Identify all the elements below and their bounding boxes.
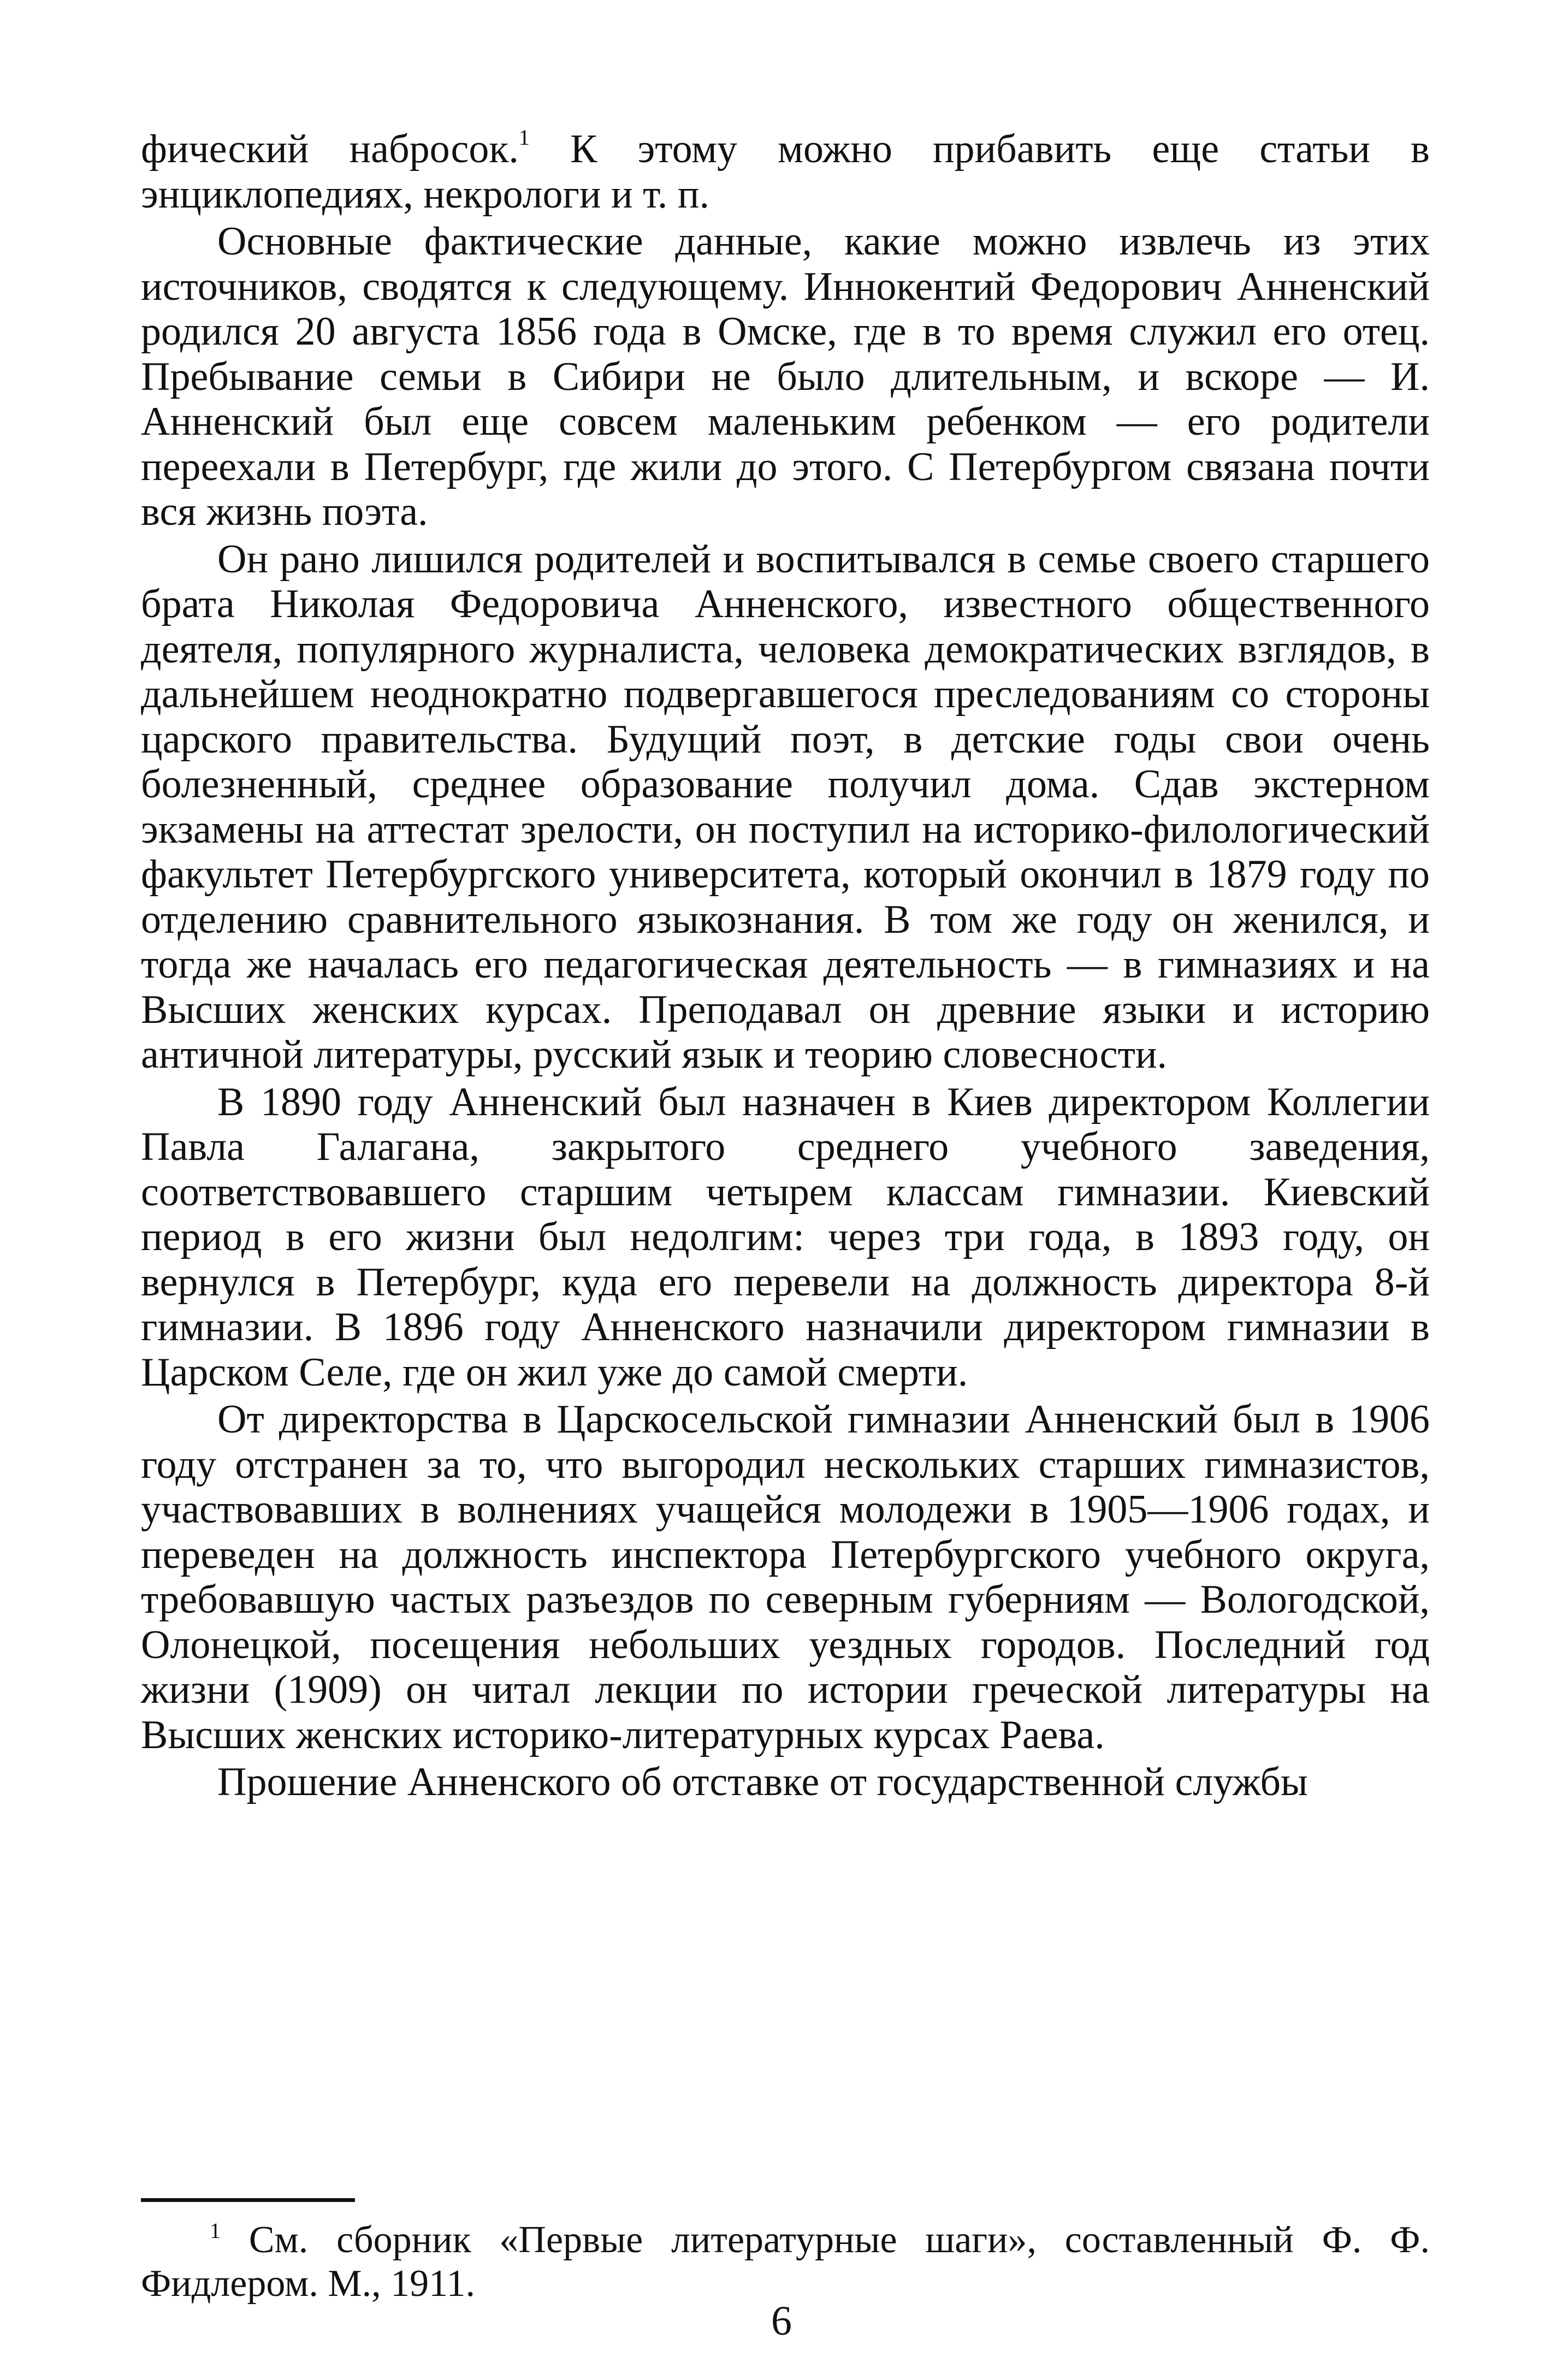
page-body bbox=[141, 127, 1430, 1805]
page-number: 6 bbox=[771, 2298, 792, 2344]
footnote-reference[interactable]: 1 bbox=[518, 125, 530, 150]
paragraph: Прошение Анненского об отставке от государственной службы bbox=[217, 1760, 1308, 1804]
footnote-text: См. сборник «Первые литературные шаги», составленный Ф. Ф. Фидлером. М., 1911. bbox=[141, 2219, 1430, 2305]
paragraph: В 1890 году Анненский был назначен в Киев директором Коллегии Павла Галагана, закрытого среднего учебного заведения, соответствовавшего старшим четырем классам гимназии. Киевский период в его жизни был недолгим: через три года, в 1893 году, он вернулся в Петербург, куда его перевели на должность директора 8-й гимназии. В 1896 году Анненского назначили директором гимназии в Царском Селе, где он жил уже до самой смерти. bbox=[141, 1079, 1430, 1395]
paragraph: Он рано лишился родителей и воспитывался в семье своего старшего брата Николая Федоровича Анненского, известного общественного деятеля, популярного журналиста, человека демократических взглядов, в дальнейшем неоднократно подвергавшегося преследованиям со стороны царского правительства. Будущий поэт, в детские годы свои очень болезненный, среднее образование получил дома. Сдав экстерном экзамены на аттестат зрелости, он поступил на историко-филологический факультет Петербургского университета, который окончил в 1879 году по отделению сравнительного языкознания. В том же году он женился, и тогда же началась его педагогическая деятельность — в гимназиях и на Высших женских курсах. Преподавал он древние языки и историю античной литературы, русский язык и теорию словесности. bbox=[141, 536, 1430, 1077]
paragraph: От директорства в Царскосельской гимназии Анненский был в 1906 году отстранен за то, что выгородил нескольких старших гимназистов, участвовавших в волнениях учащейся молодежи в 1905—1906 годах, и переведен на должность инспектора Петербургского учебного округа, требовавшую частых разъездов по северным губерниям — Вологодской, Олонецкой, посещения небольших уездных городов. Последний год жизни (1909) он читал лекции по истории греческой литературы на Высших женских историко-литературных курсах Раева. bbox=[141, 1397, 1430, 1757]
paragraph: Основные фактические данные, какие можно извлечь из этих источников, сводятся к следующему. Иннокентий Федорович Анненский родился 20 августа 1856 года в Омске, где в то время служил его отец. Пребывание семьи в Сибири не было длительным, и вскоре — И. Анненский был еще совсем маленьким ребенком — его родители переехали в Петербург, где жили до этого. С Петербургом связана почти вся жизнь поэта. bbox=[141, 219, 1430, 534]
paragraph-text: фический набросок. bbox=[141, 127, 519, 171]
footnote-divider bbox=[141, 2198, 355, 2202]
paragraph-text: К этому можно прибавить еще статьи в энциклопедиях, некрологи и т. п. bbox=[141, 127, 1430, 217]
footnote bbox=[141, 2218, 1430, 2306]
paragraph-continuation bbox=[141, 127, 1430, 217]
footnote-mark: 1 bbox=[210, 2218, 221, 2243]
